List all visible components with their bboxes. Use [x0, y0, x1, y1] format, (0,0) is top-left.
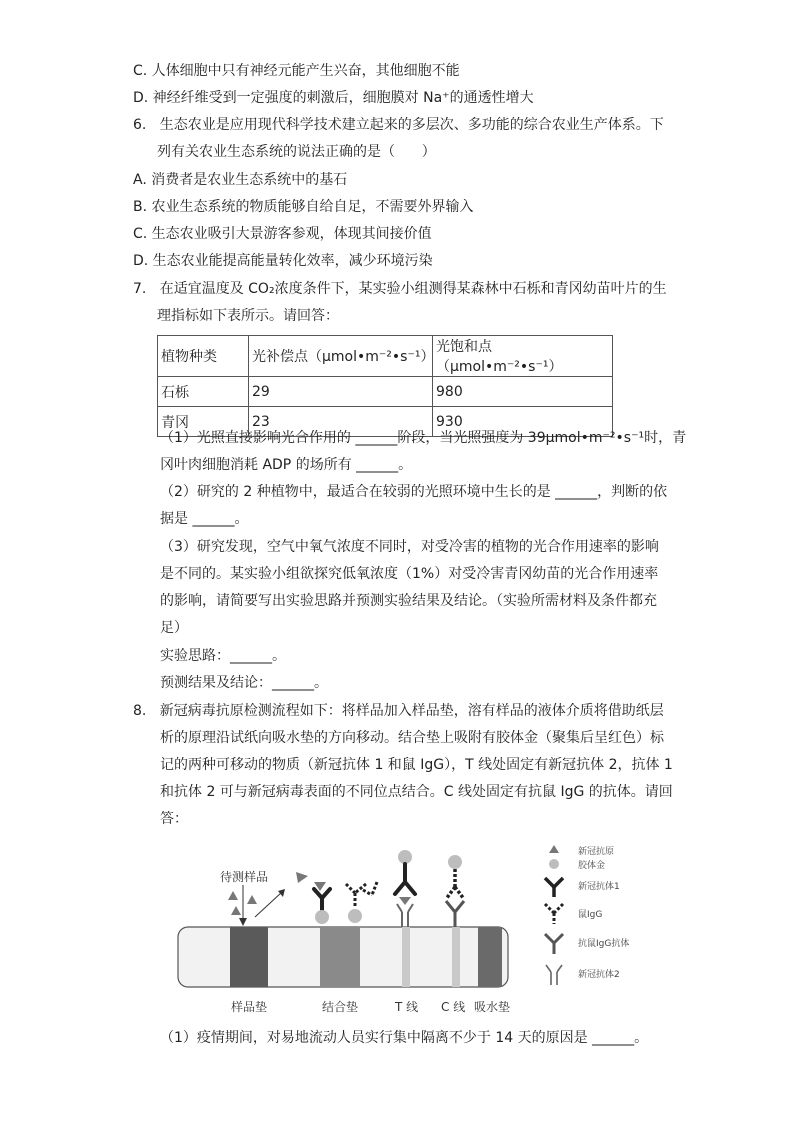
q7-experiment-idea: 实验思路：______。	[160, 648, 286, 664]
table-cell: 980	[433, 377, 613, 407]
table-header-cell: 植物种类	[158, 336, 249, 377]
legend-anti-mouse-igg-label: 抗鼠IgG抗体	[578, 939, 630, 949]
antigen-icon	[228, 891, 238, 900]
sample-arrow-head	[239, 918, 247, 926]
antigen-icon	[296, 872, 308, 883]
question-8-stem-cont3: 和抗体 2 可与新冠病毒表面的不同位点结合。C 线处固定有抗鼠 IgG 的抗体。请回	[160, 784, 673, 800]
legend-anti-mouse-igg-icon	[545, 934, 563, 954]
table-cell: 青冈	[158, 407, 249, 437]
antibody2-icon	[397, 904, 413, 927]
q7-part1: （1）光照直接影响光合作用的 ______阶段，当光照强度为 39μmol•m⁻²•s⁻¹时，青	[160, 430, 687, 446]
table-row	[158, 377, 613, 407]
antigen-icon	[247, 895, 257, 904]
table-cell: 29	[249, 377, 433, 407]
gold-particle	[348, 909, 362, 923]
table-header-cell: 光补偿点（μmol•m⁻²•s⁻¹）	[249, 336, 433, 377]
anti-mouse-igg-antibody	[446, 901, 464, 927]
legend-gold-icon	[549, 859, 559, 869]
table-cell: 930	[433, 407, 613, 437]
sample-label: 待测样品	[220, 870, 269, 884]
flow-arrow-head	[278, 889, 285, 897]
c-line-capture-complex	[446, 869, 464, 899]
question-8-stem-cont2: 记的两种可移动的物质（新冠抗体 1 和鼠 IgG），T 线处固定有新冠抗体 2，抗体 1	[160, 757, 673, 773]
legend-antibody1-icon	[545, 878, 563, 897]
legend-antibody2-icon	[546, 965, 562, 985]
table-header-cell: 光饱和点（μmol•m⁻²•s⁻¹）	[433, 336, 613, 377]
question-6-stem-cont: 列有关农业生态系统的说法正确的是（ ）	[157, 144, 436, 160]
question-6-stem: 6. 生态农业是应用现代科学技术建立起来的多层次、多功能的综合农业生产体系。下	[133, 117, 664, 133]
q7-part2-cont: 据是 ______。	[160, 511, 249, 527]
antibody1-gold-complex	[314, 882, 330, 910]
absorbent-pad-block	[478, 927, 502, 987]
q6-option-a: A. 消费者是农业生态系统中的基石	[133, 172, 348, 188]
conjugate-pad-block	[320, 927, 360, 987]
legend-mouse-igg-label: 鼠IgG	[578, 910, 603, 920]
q6-option-d: D. 生态农业能提高能量转化效率，减少环境污染	[133, 253, 433, 269]
legend-gold-label: 胶体金	[578, 861, 606, 871]
gold-particle	[448, 855, 462, 869]
t-line-capture-complex	[395, 864, 415, 894]
q7-part3: （3）研究发现，空气中氧气浓度不同时，对受冷害的植物的光合作用速率的影响	[160, 539, 659, 555]
table-header-row	[158, 336, 613, 377]
flow-arrow	[255, 892, 282, 917]
question-7-stem-cont: 理指标如下表所示。请回答：	[157, 308, 339, 324]
q7-part3-cont3: 足）	[160, 620, 188, 636]
question-8-part1: （1）疫情期间，对易地流动人员实行集中隔离不少于 14 天的原因是 ______。	[160, 1030, 649, 1046]
q7-part1-cont: 冈叶肉细胞消耗 ADP 的场所有 ______。	[160, 457, 413, 473]
legend-antigen-icon	[549, 845, 559, 853]
label-c-line: C 线	[441, 1000, 466, 1014]
gold-particle	[315, 910, 329, 924]
test-strip	[178, 927, 508, 987]
label-absorbent-pad: 吸水垫	[474, 1000, 511, 1014]
legend-mouse-igg-icon	[545, 904, 563, 924]
label-t-line: T 线	[395, 1000, 419, 1014]
q7-part2: （2）研究的 2 种植物中，最适合在较弱的光照环境中生长的是 ______，判断的依	[160, 484, 668, 500]
q6-option-c: C. 生态农业吸引大景游客参观，体现其间接价值	[133, 226, 432, 242]
question-8-stem: 8. 新冠病毒抗原检测流程如下：将样品加入样品垫，溶有样品的液体介质将借助纸层	[133, 703, 664, 719]
option-d-line: D. 神经纤维受到一定强度的刺激后，细胞膜对 Na⁺的通透性增大	[133, 90, 534, 106]
legend-antibody2-label: 新冠抗体2	[578, 970, 620, 980]
q6-option-b: B. 农业生态系统的物质能够自给自足，不需要外界输入	[133, 199, 474, 215]
q7-prediction: 预测结果及结论：______。	[160, 675, 328, 691]
question-8-stem-cont4: 答：	[160, 811, 188, 827]
q7-part3-cont2: 的影响，请简要写出实验思路并预测实验结果及结论。（实验所需材料及条件都充	[160, 593, 657, 609]
mouse-igg-free	[363, 882, 377, 895]
legend-antibody1-label: 新冠抗体1	[578, 882, 620, 892]
label-sample-pad: 样品垫	[231, 1000, 268, 1014]
legend-antigen-label: 新冠抗原	[578, 847, 615, 857]
question-8-stem-cont1: 析的原理沿试纸向吸水垫的方向移动。结合垫上吸附有胶体金（聚集后呈红色）标	[160, 730, 664, 746]
t-line-bar	[402, 927, 410, 987]
q7-part3-cont1: 是不同的。某实验小组欲探究低氧浓度（1%）对受冷害青冈幼苗的光合作用速率	[160, 566, 659, 582]
option-c-line: C. 人体细胞中只有神经元能产生兴奋，其他细胞不能	[133, 63, 460, 79]
c-line-bar	[452, 927, 460, 987]
mouse-igg-complex	[346, 884, 366, 908]
table-cell: 23	[249, 407, 433, 437]
sample-pad-block	[230, 927, 268, 987]
label-conjugate-pad: 结合垫	[322, 1000, 359, 1014]
table-cell: 石栎	[158, 377, 249, 407]
question-7-stem: 7. 在适宜温度及 CO₂浓度条件下，某实验小组测得某森林中石栎和青冈幼苗叶片的生	[133, 281, 667, 297]
antigen-icon	[399, 897, 411, 905]
plant-data-table	[157, 335, 613, 437]
antigen-icon	[231, 906, 241, 915]
gold-particle	[398, 850, 412, 864]
